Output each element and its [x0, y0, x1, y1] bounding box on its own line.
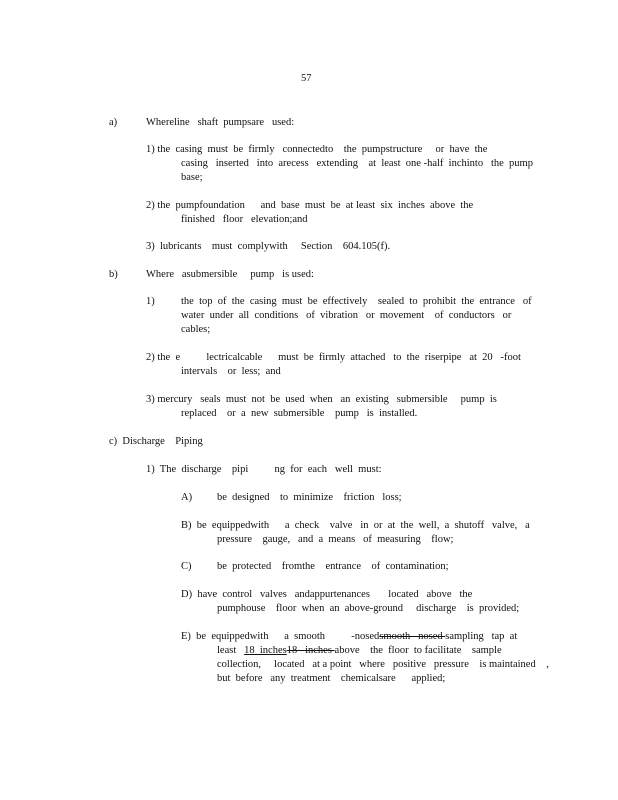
item-cE-line1 [181, 631, 517, 643]
item-b1-line2: water under all conditions of vibration or movement of conductors or [181, 310, 512, 321]
item-b1-line1: the top of the casing must be effectively sealed to prohibit the entrance of [181, 296, 532, 307]
item-a1-line3: base; [181, 172, 203, 183]
item-cE-line1-strikeout: smooth nosed [379, 631, 446, 642]
section-b-title: Where asubmersible pump is used: [146, 269, 314, 280]
item-cB-line1: B) be equippedwith a check valve in or at the well, a shutoff valve, a [181, 520, 530, 531]
item-a3-line1: 3) lubricants must complywith Section 604.105(f). [146, 241, 391, 252]
section-c-title: c) Discharge Piping [109, 436, 203, 447]
item-b3-line2: replaced or a new submersible pump is installed. [181, 408, 418, 419]
section-b-marker: b) [109, 269, 118, 280]
item-cE-line1-text: E) be equippedwith a smooth -nosed [181, 631, 380, 642]
section-c-intro: 1) The discharge pipi ng for each well must: [146, 464, 382, 475]
item-cA-marker: A) [181, 492, 193, 503]
item-a2-line1: 2) the pumpfoundation and base must be at least six inches above the [146, 200, 474, 211]
item-a1-line2: casing inserted into arecess extending at least one -half inchinto the pump [181, 158, 533, 169]
item-b3-line1: 3) mercury seals must not be used when an existing submersible pump is [146, 394, 497, 405]
item-cE-line3: collection, located at a point where positive pressure is maintained , [217, 659, 549, 670]
item-b2-line2: intervals or less; and [181, 366, 281, 377]
item-cD-line1: D) have control valves andappurtenances located above the [181, 589, 473, 600]
item-cE-line2 [217, 645, 502, 657]
item-cE-line2-text-end: above the floor to facilitate sample [334, 645, 502, 656]
item-cE-line1-text-end: sampling tap at [445, 631, 518, 642]
item-a2-line2: finished floor elevation;and [181, 214, 308, 225]
item-cA-line1: be designed to minimize friction loss; [217, 492, 402, 503]
item-b2-line1: 2) the e lectricalcable must be firmly attached to the riserpipe at 20 -foot [146, 352, 521, 363]
item-b1-marker: 1) [146, 296, 155, 307]
item-cD-line2: pumphouse floor when an above-ground discharge is provided; [217, 603, 520, 614]
item-cB-line2: pressure gauge, and a means of measuring flow; [217, 534, 454, 545]
section-a-marker: a) [109, 117, 118, 128]
section-a-title: Whereline shaft pumpsare used: [146, 117, 295, 128]
item-cE-line2-strikeout: 18 inches [286, 645, 335, 656]
item-b1-line3: cables; [181, 324, 211, 335]
item-cE-line2-text: least [217, 645, 245, 656]
item-cE-line2-inserted: 18 inches [244, 645, 287, 656]
item-cC-line1: be protected fromthe entrance of contamination; [217, 561, 449, 572]
item-cE-line4: but before any treatment chemicalsare applied; [217, 673, 446, 684]
item-cC-marker: C) [181, 561, 192, 572]
item-a1-line1: 1) the casing must be firmly connectedto the pumpstructure or have the [146, 144, 488, 155]
page-number: 57 [301, 73, 312, 84]
